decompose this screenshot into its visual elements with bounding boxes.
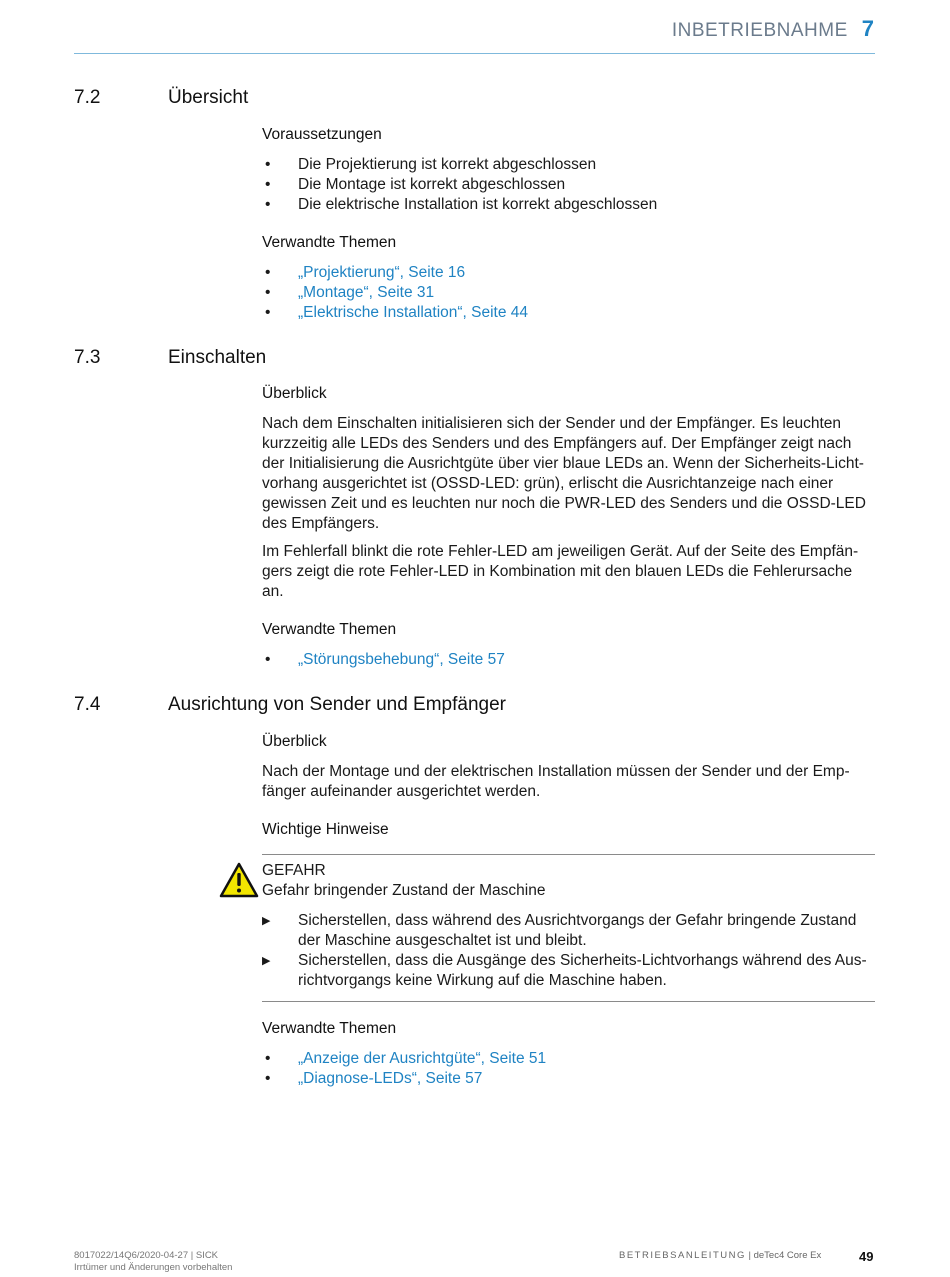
body-paragraph <box>262 414 874 534</box>
related-link-item <box>262 263 874 283</box>
section-title: Übersicht <box>168 87 249 108</box>
related-topics-heading-wrap <box>262 1019 874 1039</box>
text-line: ▶ Sicherstellen, dass die Ausgänge des Sicherheits-Lichtvorhangs während des Aus- <box>298 952 867 969</box>
list-item: • Die Montage ist korrekt abgeschlossen <box>262 175 874 195</box>
text-line: Nach der Montage und der elektrischen Installation müssen der Sender und der Emp- <box>262 763 850 780</box>
instruction-step <box>262 911 874 951</box>
text-line: gers zeigt die rote Fehler-LED in Kombination mit den blauen LEDs die Fehlerursache <box>262 563 853 580</box>
text-line: Im Fehlerfall blinkt die rote Fehler-LED am jeweiligen Gerät. Auf der Seite des Empfän- <box>262 543 859 560</box>
section-number: 7.4 <box>74 694 101 715</box>
overview-heading-wrap <box>262 732 874 752</box>
text-line: richtvorgangs keine Wirkung auf die Maschine haben. <box>298 972 667 989</box>
related-link-item <box>262 1069 874 1089</box>
list-item: • Die elektrische Installation ist korrekt abgeschlossen <box>262 195 874 215</box>
related-topics-list <box>262 1049 874 1089</box>
subheading: Überblick <box>262 385 327 402</box>
text-line: vorhang ausgerichtet ist (OSSD-LED: grün), erlischt die Ausrichtanzeige nach einer <box>262 475 834 492</box>
footer-doc-info <box>74 1250 232 1274</box>
instruction-step <box>262 951 874 991</box>
related-link-item <box>262 1049 874 1069</box>
page-number: 49 <box>859 1249 874 1264</box>
related-link[interactable]: „Elektrische Installation“, Seite 44 <box>298 304 529 321</box>
related-topics-list <box>262 650 874 670</box>
related-link-item <box>262 650 874 670</box>
important-notes-heading-wrap <box>262 820 874 840</box>
text-line: der Initialisierung die Ausrichtgüte über vier blaue LEDs an. Wenn der Sicherheits-Licht- <box>262 455 864 472</box>
related-topics-heading-wrap <box>262 620 874 640</box>
subheading: Voraussetzungen <box>262 126 382 143</box>
related-link[interactable]: „Diagnose-LEDs“, Seite 57 <box>298 1070 483 1087</box>
section-title: Ausrichtung von Sender und Empfänger <box>168 694 506 715</box>
footer-doc-id: 8017022/14Q6/2020-04-27 | SICK <box>74 1250 219 1261</box>
warning-triangle-icon <box>219 862 259 898</box>
related-topics-list <box>262 263 874 323</box>
related-link[interactable]: „Anzeige der Ausrichtgüte“, Seite 51 <box>298 1050 547 1067</box>
warning-label-wrap <box>262 861 874 901</box>
footer-separator: | <box>745 1250 754 1261</box>
text-line: ▶ Sicherstellen, dass während des Ausrichtvorgangs der Gefahr bringende Zustand <box>298 912 857 929</box>
subheading: Verwandte Themen <box>262 1020 397 1037</box>
section-number: 7.3 <box>74 347 101 368</box>
footer-doc-type: BETRIEBSANLEITUNG <box>619 1250 746 1261</box>
prerequisites-list-wrap <box>262 155 874 215</box>
header-rule <box>74 53 875 54</box>
warning-steps-wrap <box>262 911 874 991</box>
warning-label: GEFAHR <box>262 862 326 879</box>
related-topics-wrap <box>262 263 874 323</box>
chapter-header <box>672 16 874 42</box>
list-item: • Die Projektierung ist korrekt abgeschlossen <box>262 155 874 175</box>
related-link[interactable]: „Projektierung“, Seite 16 <box>298 264 466 281</box>
section-title: Einschalten <box>168 347 267 368</box>
text-line: kurzzeitig alle LEDs des Senders und des Empfängers auf. Der Empfänger zeigt nach <box>262 435 852 452</box>
related-link-item <box>262 283 874 303</box>
text-line: Nach dem Einschalten initialisieren sich der Sender und der Empfänger. Es leuchten <box>262 415 841 432</box>
warning-text: Gefahr bringender Zustand der Maschine <box>262 882 546 899</box>
text-line: fänger aufeinander ausgerichtet werden. <box>262 783 541 800</box>
section-number: 7.2 <box>74 87 101 108</box>
footer-manual-info <box>619 1250 821 1261</box>
prerequisites-list <box>262 155 874 215</box>
warning-bottom-rule <box>262 1001 875 1002</box>
text-line: der Maschine ausgeschaltet ist und bleibt. <box>298 932 587 949</box>
related-link[interactable]: „Montage“, Seite 31 <box>298 284 435 301</box>
text-line: des Empfängers. <box>262 515 380 532</box>
chapter-number: 7 <box>861 16 874 41</box>
chapter-title: INBETRIEBNAHME <box>671 20 848 41</box>
subheading: Verwandte Themen <box>262 234 397 251</box>
overview-heading-wrap <box>262 384 874 404</box>
footer-disclaimer: Irrtümer und Änderungen vorbehalten <box>74 1262 233 1273</box>
warning-steps-list <box>262 911 874 991</box>
text-line: gewissen Zeit und es leuchten nur noch die PWR-LED des Senders und die OSSD-LED <box>262 495 866 512</box>
body-paragraph <box>262 762 874 802</box>
subheading: Verwandte Themen <box>262 621 397 638</box>
subheading: Wichtige Hinweise <box>262 821 389 838</box>
prerequisites-block <box>262 125 874 145</box>
related-link-item <box>262 303 874 323</box>
warning-top-rule <box>262 854 875 855</box>
related-topics-wrap <box>262 1049 874 1089</box>
text-line: an. <box>262 583 284 600</box>
related-topics-heading-wrap <box>262 233 874 253</box>
footer-product: deTec4 Core Ex <box>753 1250 822 1261</box>
related-topics-wrap <box>262 650 874 670</box>
subheading: Überblick <box>262 733 327 750</box>
body-paragraph <box>262 542 874 602</box>
related-link[interactable]: „Störungsbehebung“, Seite 57 <box>298 651 505 668</box>
